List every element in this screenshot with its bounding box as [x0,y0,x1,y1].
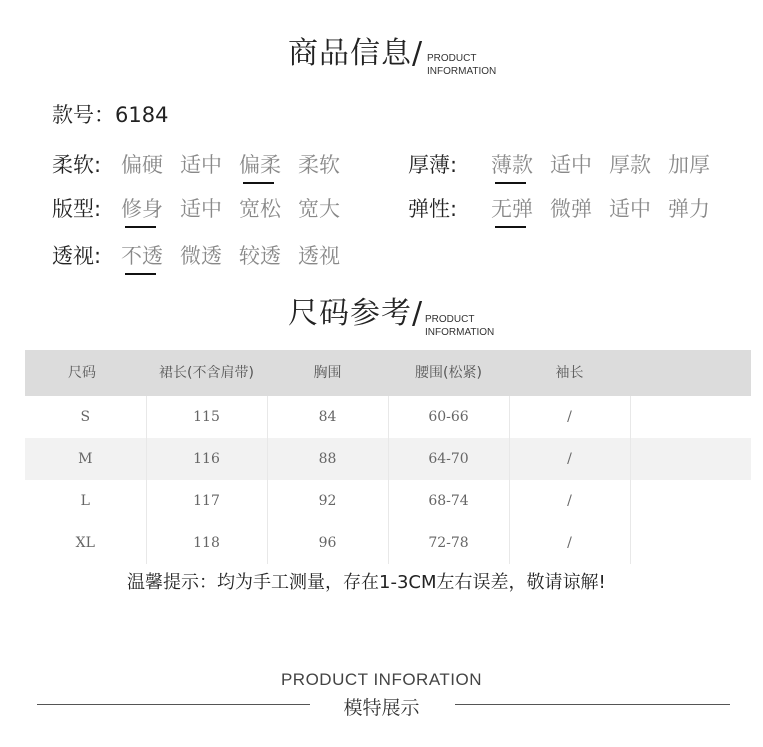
size-table-header [25,350,751,396]
sheerness-option-1: 不透 [121,244,163,268]
sheerness-option-4: 透视 [298,244,340,268]
cell-waist: 72-78 [388,522,509,564]
softness-label: 柔软: [52,153,102,177]
thickness-option-2: 适中 [550,153,592,177]
softness-option-4: 柔软 [298,153,340,177]
product-info-sub-line2: INFORMATION [427,66,497,77]
thickness-option-3: 厚款 [609,153,651,177]
cell-sleeve: / [509,480,630,522]
header-waist: 腰围(松紧) [388,350,509,396]
elasticity-option-1: 无弹 [491,197,533,221]
cell-size: L [25,480,146,522]
header-sleeve: 袖长 [509,350,630,396]
cell-waist: 60-66 [388,396,509,438]
cell-empty [630,438,751,480]
product-info-title: 商品信息/ [288,36,424,71]
table-row [25,480,751,522]
elasticity-option-3: 适中 [609,197,651,221]
cell-size: M [25,438,146,480]
size-ref-title: 尺码参考/ [288,296,424,331]
header-size: 尺码 [25,350,146,396]
cell-size: XL [25,522,146,564]
cell-empty [630,396,751,438]
softness-option-3: 偏柔 [239,153,281,177]
cell-bust: 84 [267,396,388,438]
fit-selected-underline [125,226,156,228]
fit-label: 版型: [52,197,102,221]
sheerness-option-3: 较透 [239,244,281,268]
fit-option-3: 宽松 [239,197,281,221]
cell-skirt-length: 115 [146,396,267,438]
footer-chinese-title: 模特展示 [343,697,420,719]
cell-size: S [25,396,146,438]
cell-skirt-length: 118 [146,522,267,564]
cell-sleeve: / [509,396,630,438]
sheerness-label: 透视: [52,244,102,268]
elasticity-option-4: 弹力 [668,197,710,221]
table-row [25,522,751,564]
size-ref-subtitle [425,313,494,339]
thickness-selected-underline [495,182,526,184]
footer-divider-right [455,704,730,705]
elasticity-selected-underline [495,226,526,228]
elasticity-label: 弹性: [408,197,458,221]
measurement-note: 温馨提示：均为手工测量，存在1-3CM左右误差，敬请谅解! [127,572,606,593]
table-row [25,438,751,480]
thickness-label: 厚薄: [408,153,458,177]
size-table [25,350,751,564]
table-row [25,396,751,438]
product-info-subtitle [427,52,496,78]
softness-option-1: 偏硬 [121,153,163,177]
cell-skirt-length: 116 [146,438,267,480]
cell-waist: 68-74 [388,480,509,522]
header-skirt-length: 裙长(不含肩带) [146,350,267,396]
size-ref-sub-line1: PRODUCT [425,314,475,325]
thickness-option-4: 加厚 [668,153,710,177]
cell-sleeve: / [509,522,630,564]
cell-bust: 88 [267,438,388,480]
cell-waist: 64-70 [388,438,509,480]
header-bust: 胸围 [267,350,388,396]
style-number: 款号：6184 [52,103,169,127]
thickness-option-1: 薄款 [491,153,533,177]
product-info-sub-line1: PRODUCT [427,53,477,64]
cell-empty [630,480,751,522]
cell-skirt-length: 117 [146,480,267,522]
footer-english-title: PRODUCT INFORATION [280,670,483,689]
softness-option-2: 适中 [180,153,222,177]
cell-empty [630,522,751,564]
cell-bust: 92 [267,480,388,522]
fit-option-2: 适中 [180,197,222,221]
sheerness-selected-underline [125,273,156,275]
cell-sleeve: / [509,438,630,480]
elasticity-option-2: 微弹 [550,197,592,221]
softness-selected-underline [243,182,274,184]
fit-option-1: 修身 [121,197,163,221]
header-empty [630,350,751,396]
cell-bust: 96 [267,522,388,564]
sheerness-option-2: 微透 [180,244,222,268]
size-ref-sub-line2: INFORMATION [425,327,495,338]
fit-option-4: 宽大 [298,197,340,221]
